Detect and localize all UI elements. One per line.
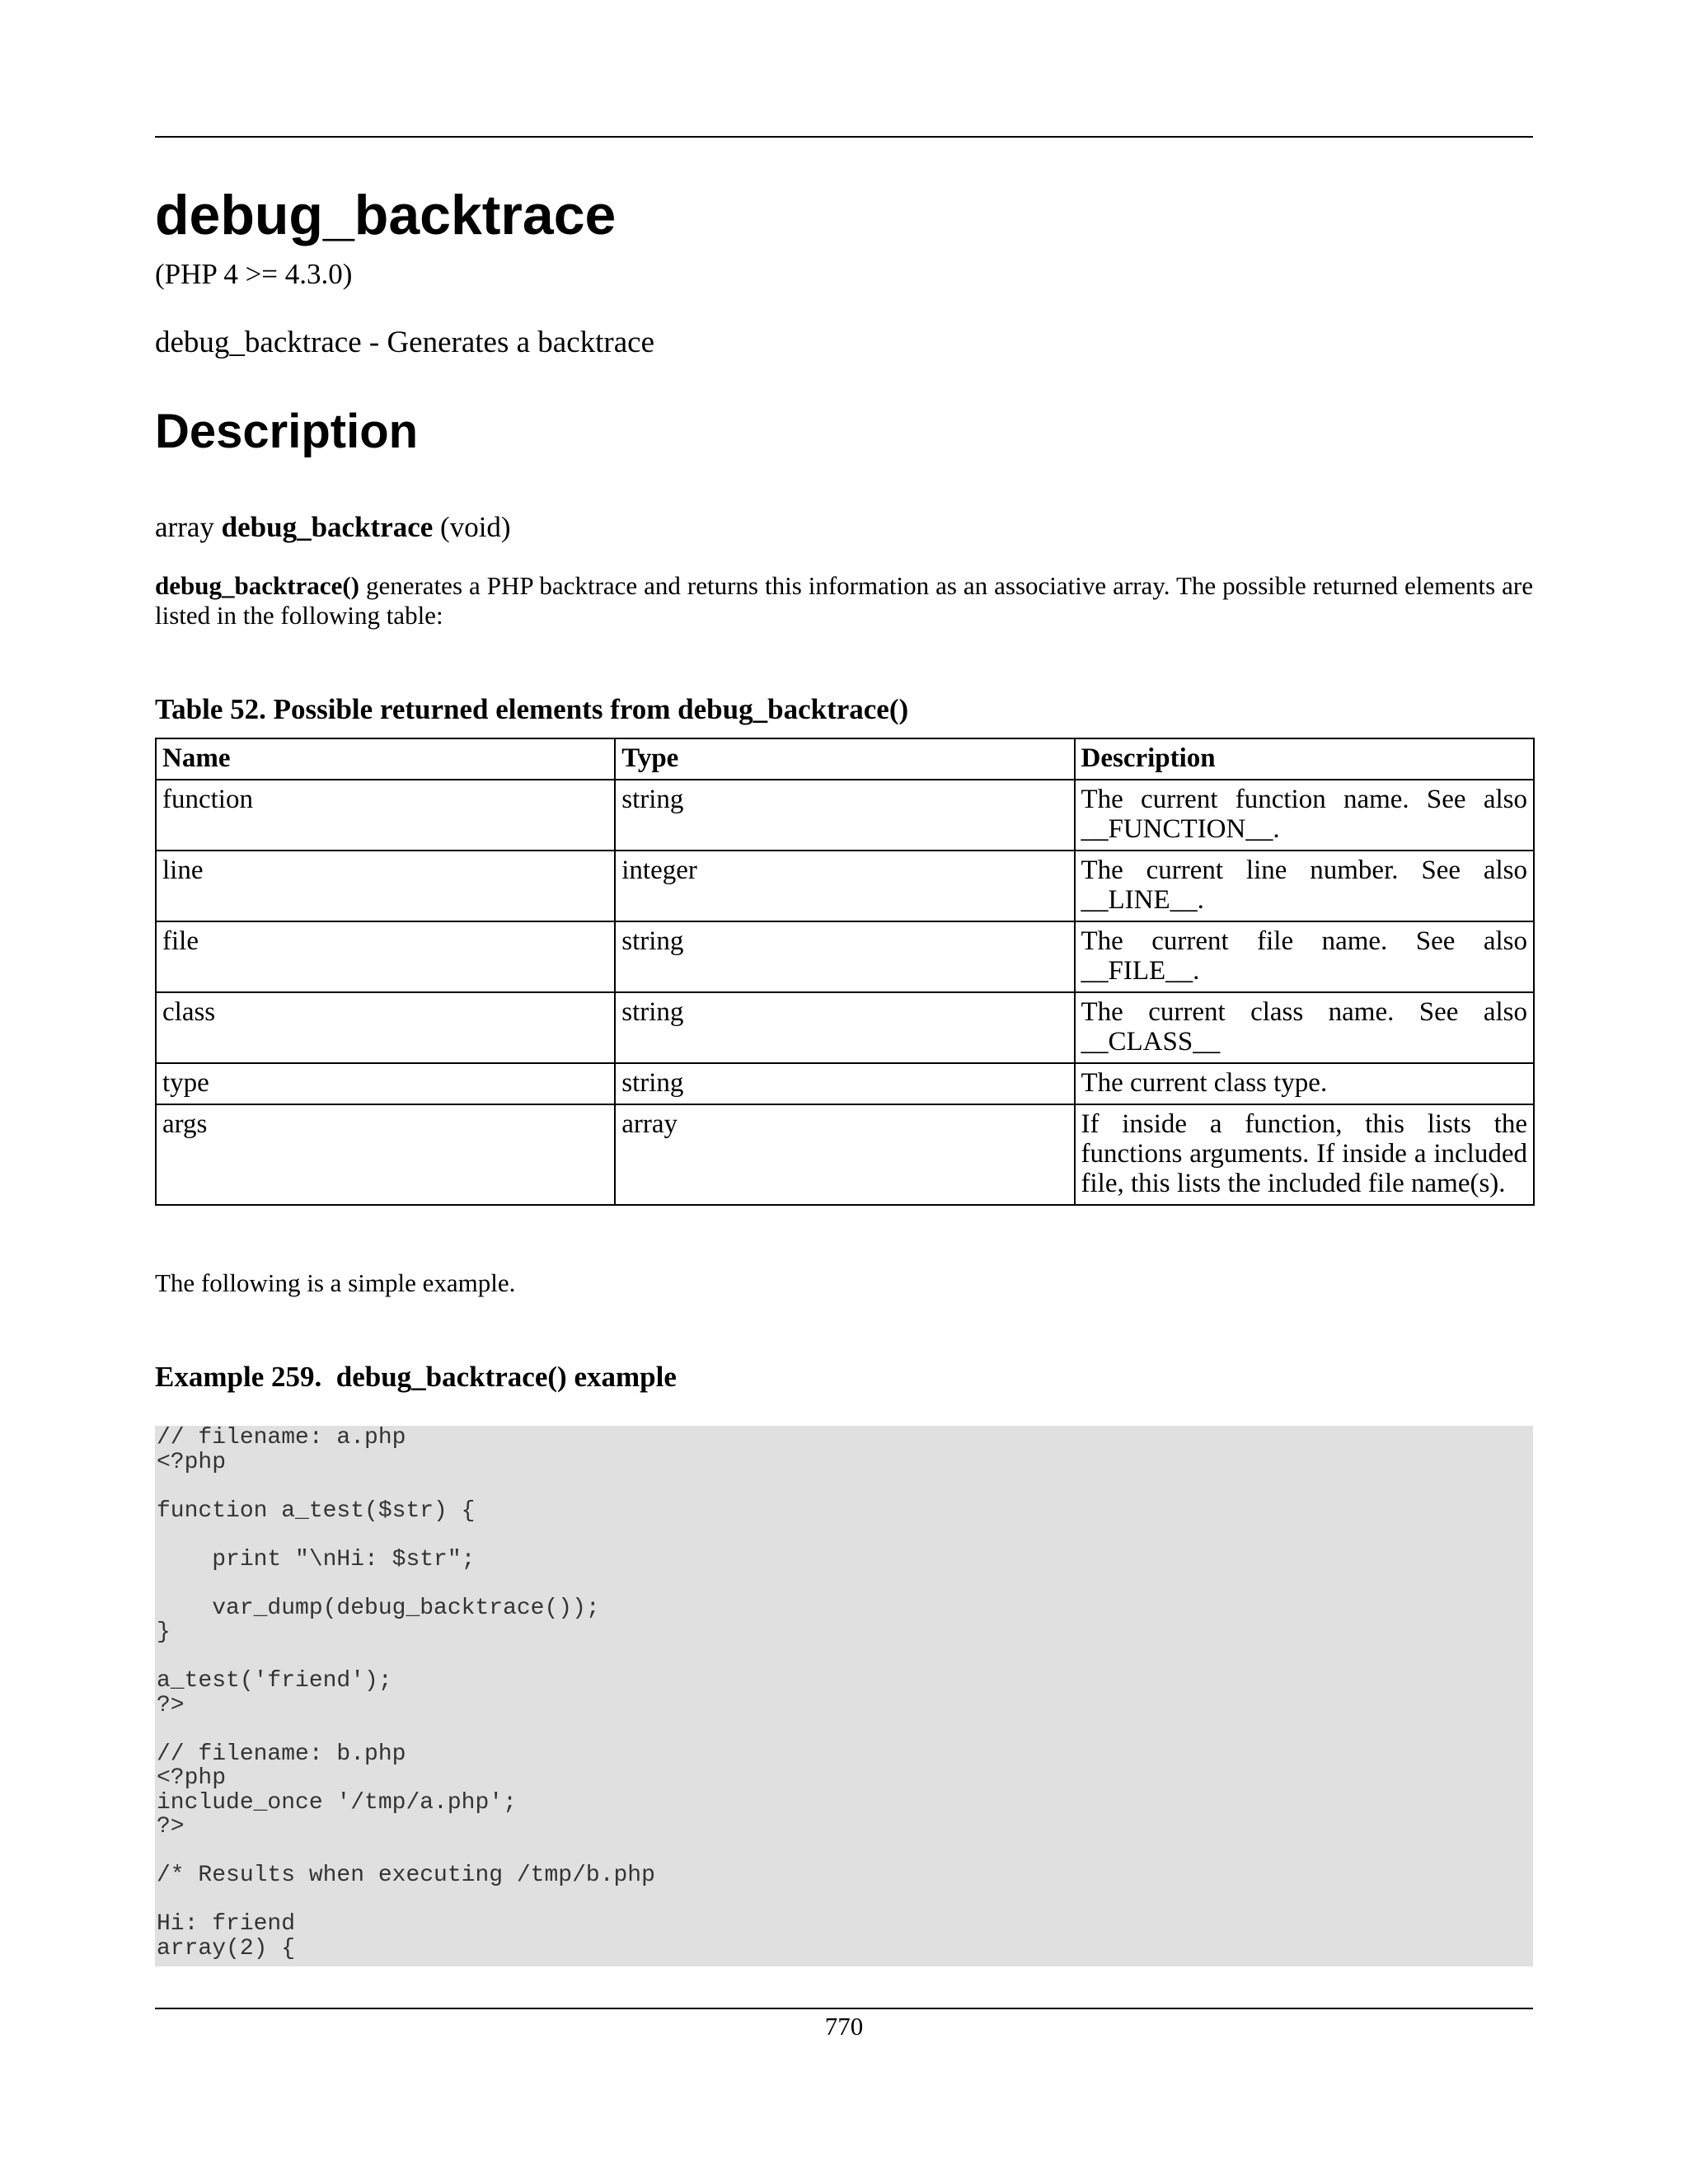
code-example — [155, 1426, 1533, 1966]
cell-description: The current file name. See also __FILE__. — [1075, 921, 1535, 992]
table-row — [156, 1063, 1534, 1104]
cell-description: The current line number. See also __LINE__. — [1075, 851, 1535, 921]
cell-type: string — [615, 780, 1074, 851]
document-page — [155, 0, 1533, 2184]
cell-name: type — [156, 1063, 615, 1104]
version-info: (PHP 4 >= 4.3.0) — [155, 258, 353, 290]
cell-type: integer — [615, 851, 1074, 921]
table-header-row — [156, 738, 1534, 780]
synopsis-function-name: debug_backtrace — [221, 511, 434, 543]
cell-name: function — [156, 780, 615, 851]
function-synopsis — [155, 510, 511, 545]
table-caption: Table 52. Possible returned elements from debug_backtrace() — [155, 693, 909, 725]
example-title: Example 259. debug_backtrace() example — [155, 1361, 677, 1393]
cell-type: array — [615, 1104, 1074, 1205]
footer-rule — [155, 2008, 1533, 2009]
description-text: generates a PHP backtrace and returns this information as an associative array. The possible returned elements are listed in the following table: — [155, 571, 1533, 630]
function-reference: debug_backtrace() — [155, 571, 359, 600]
ref-purpose: debug_backtrace - Generates a backtrace — [155, 326, 655, 359]
example-intro-text: The following is a simple example. — [155, 1268, 516, 1297]
description-paragraph — [155, 571, 1533, 630]
cell-description: The current class type. — [1075, 1063, 1535, 1104]
column-header-name: Name — [156, 738, 615, 780]
cell-type: string — [615, 992, 1074, 1063]
cell-description: If inside a function, this lists the functions arguments. If inside a included file, this lists the included file name(s). — [1075, 1104, 1535, 1205]
column-header-type: Type — [615, 738, 1074, 780]
cell-type: string — [615, 921, 1074, 992]
code-listing: // filename: a.php <?php function a_test($str) { print "\nHi: $str"; var_dump(debug_backtrace()); } a_test('friend'); ?> // filename: b.php <?php include_once '/tmp/a.php'; ?> /* Results when executing /tmp/b.php Hi: friend array(2) { — [157, 1426, 655, 1961]
table-row — [156, 1104, 1534, 1205]
cell-type: string — [615, 1063, 1074, 1104]
description-heading: Description — [155, 405, 419, 458]
table-row — [156, 780, 1534, 851]
cell-name: args — [156, 1104, 615, 1205]
cell-name: class — [156, 992, 615, 1063]
table-row — [156, 851, 1534, 921]
column-header-description: Description — [1075, 738, 1535, 780]
page-title: debug_backtrace — [155, 184, 617, 246]
cell-description: The current function name. See also __FUNCTION__. — [1075, 780, 1535, 851]
cell-name: line — [156, 851, 615, 921]
cell-name: file — [156, 921, 615, 992]
cell-description: The current class name. See also __CLASS__ — [1075, 992, 1535, 1063]
header-rule — [155, 136, 1533, 138]
page-number: 770 — [824, 2012, 864, 2041]
returned-elements-table — [155, 738, 1535, 1206]
synopsis-params: (void) — [440, 511, 511, 543]
synopsis-return-type: array — [155, 511, 214, 543]
table-row — [156, 921, 1534, 992]
table-row — [156, 992, 1534, 1063]
